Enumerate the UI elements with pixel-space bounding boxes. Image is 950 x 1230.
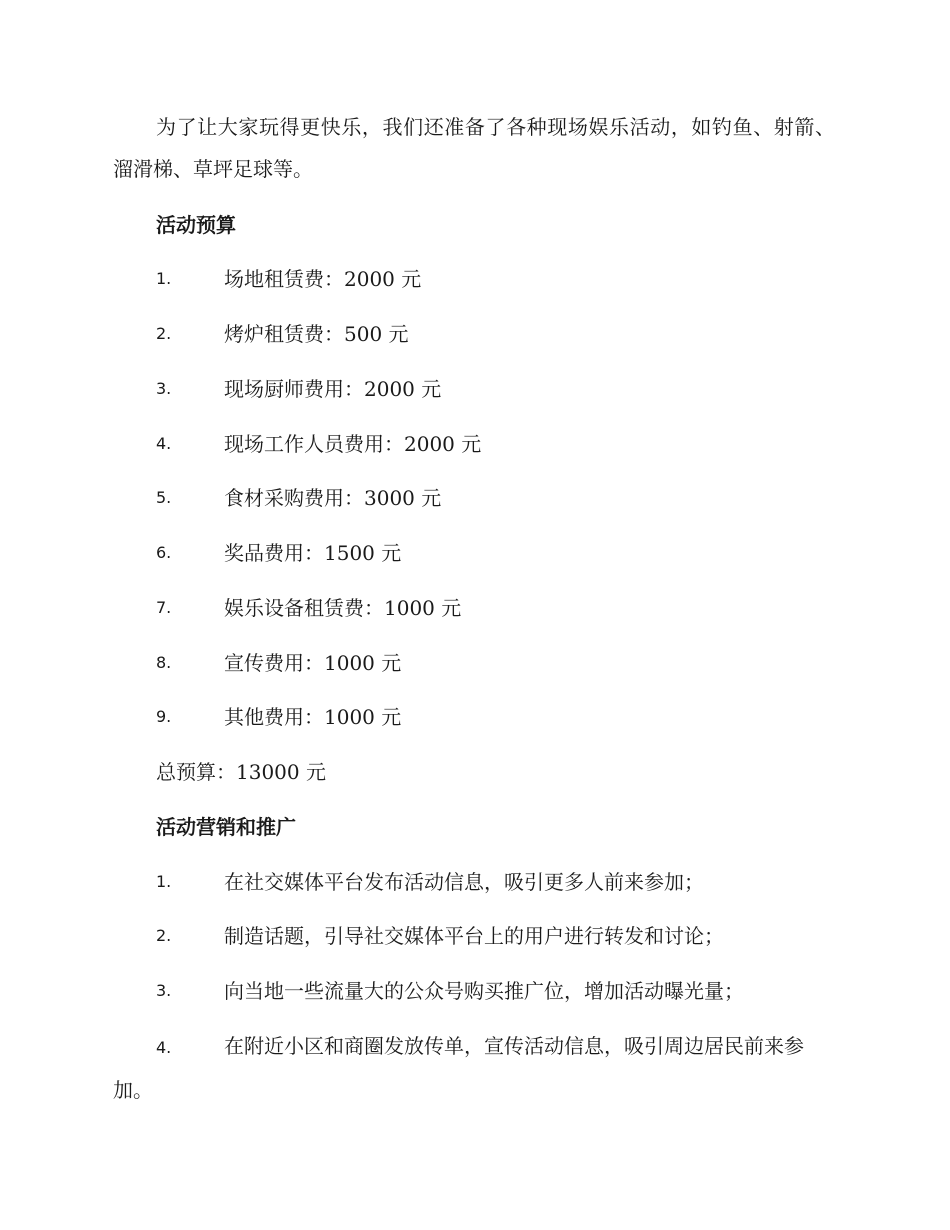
list-text: 食材采购费用：3000 元: [224, 486, 442, 510]
list-number: 3.: [156, 379, 172, 398]
list-text: 现场厨师费用：2000 元: [224, 377, 442, 401]
list-number: 4.: [156, 1038, 172, 1057]
list-number: 3.: [156, 981, 172, 1000]
list-text: 在社交媒体平台发布活动信息，吸引更多人前来参加；: [224, 870, 704, 894]
list-number: 2.: [156, 324, 172, 343]
list-number: 1.: [156, 872, 172, 891]
list-number: 9.: [156, 707, 172, 726]
budget-item: [0, 320, 950, 348]
list-number: 2.: [156, 926, 172, 945]
marketing-item: [0, 868, 950, 896]
budget-item: [0, 375, 950, 403]
budget-heading: 活动预算: [156, 213, 236, 237]
list-text: 奖品费用：1500 元: [224, 541, 402, 565]
list-number: 8.: [156, 653, 172, 672]
list-text: 在附近小区和商圈发放传单，宣传活动信息，吸引周边居民前来参加。: [113, 1034, 804, 1102]
budget-item: [0, 265, 950, 293]
intro-paragraph: 为了让大家玩得更快乐，我们还准备了各种现场娱乐活动，如钓鱼、射箭、溜滑梯、草坪足球等。: [113, 115, 835, 181]
marketing-item: [113, 1025, 835, 1111]
budget-total: 总预算：13000 元: [156, 760, 326, 784]
marketing-item: [0, 922, 950, 950]
budget-item: [0, 594, 950, 622]
marketing-item: [0, 977, 950, 1005]
list-text: 烤炉租赁费：500 元: [224, 322, 409, 346]
list-number: 1.: [156, 269, 172, 288]
budget-item: [0, 539, 950, 567]
list-text: 场地租赁费：2000 元: [224, 267, 422, 291]
marketing-heading: 活动营销和推广: [156, 815, 296, 839]
list-text: 现场工作人员费用：2000 元: [224, 432, 482, 456]
list-text: 向当地一些流量大的公众号购买推广位，增加活动曝光量；: [224, 979, 744, 1003]
list-text: 其他费用：1000 元: [224, 705, 402, 729]
list-number: 7.: [156, 598, 172, 617]
list-number: 6.: [156, 543, 172, 562]
list-text: 制造话题，引导社交媒体平台上的用户进行转发和讨论；: [224, 924, 724, 948]
budget-item: [0, 703, 950, 731]
list-text: 宣传费用：1000 元: [224, 651, 402, 675]
budget-item: [0, 649, 950, 677]
budget-item: [0, 430, 950, 458]
list-number: 4.: [156, 434, 172, 453]
list-text: 娱乐设备租赁费：1000 元: [224, 596, 462, 620]
list-number: 5.: [156, 488, 172, 507]
budget-item: [0, 484, 950, 512]
